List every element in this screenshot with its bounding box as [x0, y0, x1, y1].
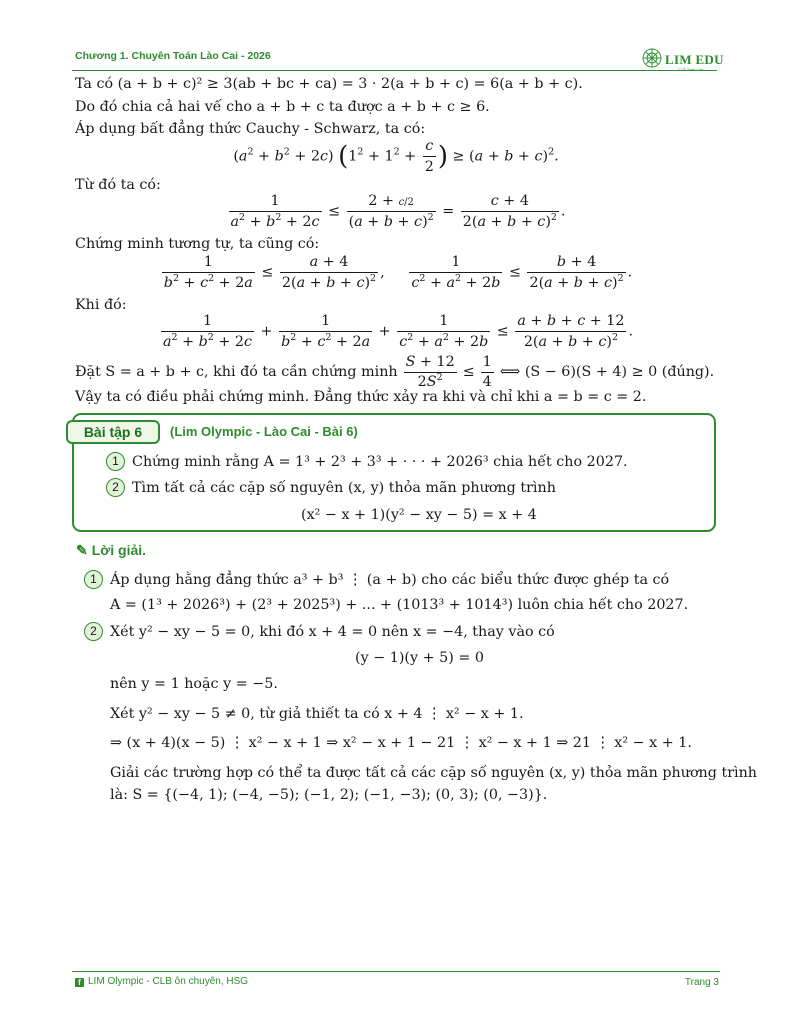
text-line-7-start: Đặt S = a + b + c, khi đó ta cần chứng minh — [75, 363, 398, 380]
footer-left-text: LIM Olympic - CLB ôn chuyên, HSG — [88, 976, 249, 987]
solution-line-1a: Áp dụng hằng đẳng thức a³ + b³ ⋮ (a + b) cho các biểu thức được ghép ta có — [110, 572, 670, 588]
facebook-icon: f — [75, 978, 84, 987]
exercise-tab: Bài tập 6 — [66, 420, 160, 444]
text-line-7: Đặt S = a + b + c, khi đó ta cần chứng minh $\frac{S + 12}{2S^2}$ ≤ $\frac{1}{4}$ ⟺ (S − 6)(S + 4) ≥ 0 (đúng). — [75, 354, 715, 390]
pencil-icon: ✎ — [76, 542, 88, 558]
text-line-7-end: ⟺ (S − 6)(S + 4) ≥ 0 (đúng). — [499, 363, 715, 380]
solution-line-1b: A = (1³ + 2026³) + (2³ + 2025³) + ... + (1013³ + 1014³) luôn chia hết cho 2027. — [110, 597, 689, 613]
text-line-8: Vậy ta có điều phải chứng minh. Đẳng thức xảy ra khi và chỉ khi a = b = c = 2. — [75, 389, 647, 405]
solution-item-number-1: 1 — [84, 570, 103, 589]
equation-sum-bound: $\frac{1}{a^2 + b^2 + 2c}$ + $\frac{1}{b^2 + c^2 + 2a}$ + $\frac{1}{c^2 + a^2 + 2b}$ ≤ $\frac{a + b + c + 12}{2(a + b + c)^2}$ . — [162, 313, 634, 350]
page-number: Trang 3 — [684, 977, 719, 988]
solution-heading-label: Lời giải. — [91, 542, 147, 558]
exercise-item-number-1: 1 — [106, 452, 125, 471]
exercise-question-2: Tìm tất cả các cặp số nguyên (x, y) thỏa mãn phương trình — [132, 480, 556, 496]
solution-line-2b: (y − 1)(y + 5) = 0 — [355, 650, 484, 666]
solution-line-2a: Xét y² − xy − 5 = 0, khi đó x + 4 = 0 nên x = −4, thay vào có — [110, 624, 555, 640]
solution-line-2d: Xét y² − xy − 5 ≠ 0, từ giả thiết ta có x + 4 ⋮ x² − x + 1. — [110, 706, 524, 722]
solution-line-2e: ⇒ (x + 4)(x − 5) ⋮ x² − x + 1 ⇒ x² − x + 1 − 21 ⋮ x² − x + 1 ⇒ 21 ⋮ x² − x + 1. — [110, 735, 692, 751]
equation-fraction-bound: $\frac{1}{a^2 + b^2 + 2c}$ ≤ $\frac{2 + c/2}{(a + b + c)^2}$ = $\frac{c + 4}{2(a + b + c)^2}$ . — [230, 193, 566, 230]
text-line-6: Khi đó: — [75, 297, 127, 313]
footer-left — [75, 976, 248, 987]
chapter-header: Chương 1. Chuyên Toán Lào Cai - 2026 — [75, 50, 271, 62]
exercise-question-1: Chứng minh rằng A = 1³ + 2³ + 3³ + · · · + 2026³ chia hết cho 2027. — [132, 454, 628, 470]
text-line-3: Áp dụng bất đẳng thức Cauchy - Schwarz, ta có: — [75, 121, 426, 137]
exercise-item-number-2: 2 — [106, 478, 125, 497]
solution-heading — [76, 542, 146, 559]
solution-item-number-2: 2 — [84, 622, 103, 641]
header-rule — [72, 70, 717, 71]
text-line-5: Chứng minh tương tự, ta cũng có: — [75, 236, 320, 252]
text-line-1: Ta có (a + b + c)² ≥ 3(ab + bc + ca) = 3 · 2(a + b + c) = 6(a + b + c). — [75, 76, 583, 92]
equation-similar-bounds: $\frac{1}{b^2 + c^2 + 2a}$ ≤ $\frac{a + 4}{2(a + b + c)^2}$ , $\frac{1}{c^2 + a^2 + 2b}$ ≤ $\frac{b + 4}{2(a + b + c)^2}$ . — [163, 254, 633, 291]
exercise-title: (Lim Olympic - Lào Cai - Bài 6) — [170, 424, 358, 439]
solution-line-2g: là: S = {(−4, 1); (−4, −5); (−1, 2); (−1, −3); (0, 3); (0, −3)}. — [110, 787, 548, 803]
exercise-equation: (x² − x + 1)(y² − xy − 5) = x + 4 — [301, 507, 537, 523]
solution-line-2c: nên y = 1 hoặc y = −5. — [110, 676, 278, 692]
text-line-4: Từ đó ta có: — [75, 177, 161, 193]
solution-line-2f: Giải các trường hợp có thể ta được tất cả các cặp số nguyên (x, y) thỏa mãn phương trình — [110, 765, 758, 781]
footer-rule — [72, 971, 720, 972]
text-line-2: Do đó chia cả hai vế cho a + b + c ta được a + b + c ≥ 6. — [75, 99, 490, 115]
equation-cauchy-schwarz: $(a^2 + b^2 + 2c) (1^2 + 1^2$ + $\frac{c}{2}$ ) ≥ $(a + b + c)^2$. — [233, 138, 559, 175]
logo-text: LIM EDU — [665, 52, 724, 67]
